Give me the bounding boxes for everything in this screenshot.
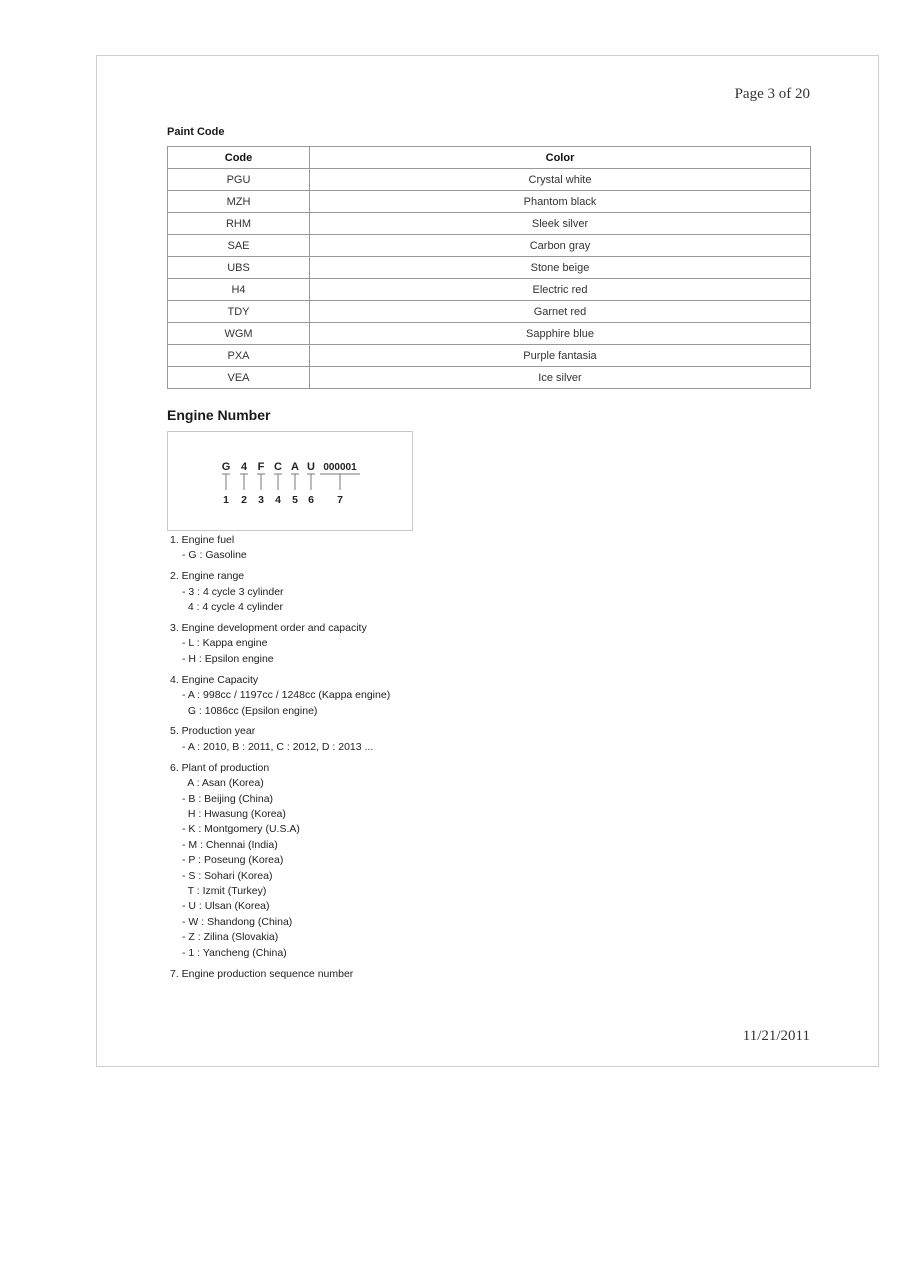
paint-code-table (167, 146, 811, 389)
engine-code-char: C (274, 461, 282, 473)
table-row (168, 323, 811, 345)
legend-item-detail: - W : Shandong (China) (182, 915, 293, 928)
engine-code-position-number: 2 (241, 494, 247, 506)
legend-item-detail: - U : Ulsan (Korea) (182, 900, 270, 913)
paint-color-cell: Crystal white (310, 169, 811, 191)
paint-code-cell: H4 (168, 279, 310, 301)
paint-code-cell: PGU (168, 169, 310, 191)
legend-item-detail: - M : Chennai (India) (182, 838, 278, 851)
engine-code-position-number: 5 (292, 494, 298, 506)
legend-item-detail: G : 1086cc (Epsilon engine) (182, 704, 318, 717)
paint-color-cell: Garnet red (310, 301, 811, 323)
list-item (170, 569, 390, 615)
legend-item-detail: T : Izmit (Turkey) (182, 885, 267, 898)
legend-item-heading: 7. Engine production sequence number (170, 967, 354, 980)
table-row (168, 301, 811, 323)
legend-item-detail: - B : Beijing (China) (182, 792, 274, 805)
legend-item-detail: H : Hwasung (Korea) (182, 808, 286, 820)
engine-number-title: Engine Number (167, 407, 271, 423)
table-row (168, 169, 811, 191)
paint-code-cell: WGM (168, 323, 310, 345)
list-item (170, 621, 390, 667)
legend-item-detail: - Z : Zilina (Slovakia) (182, 931, 279, 944)
legend-item-heading: 2. Engine range (170, 570, 245, 583)
engine-code-position-number: 6 (308, 494, 314, 506)
engine-code-char: F (257, 461, 265, 473)
legend-item-detail: - 3 : 4 cycle 3 cylinder (182, 585, 284, 598)
paint-code-rows (168, 169, 811, 389)
list-item (170, 967, 390, 982)
paint-code-cell: VEA (168, 367, 310, 389)
legend-item-detail: - A : 998cc / 1197cc / 1248cc (Kappa engine) (182, 689, 391, 702)
table-row (168, 191, 811, 213)
table-row (168, 367, 811, 389)
legend-item-detail: - G : Gasoline (182, 549, 247, 562)
legend-item-detail: A : Asan (Korea) (182, 777, 264, 790)
paint-color-cell: Carbon gray (310, 235, 811, 257)
table-row (168, 345, 811, 367)
paint-color-cell: Sapphire blue (310, 323, 811, 345)
engine-code-char: 000001 (323, 462, 357, 473)
list-item (170, 724, 390, 755)
legend-item-detail: - A : 2010, B : 2011, C : 2012, D : 2013 ... (182, 740, 374, 753)
table-row (168, 213, 811, 235)
paint-color-cell: Purple fantasia (310, 345, 811, 367)
engine-code-char: U (307, 461, 315, 473)
page-number: Page 3 of 20 (734, 86, 810, 102)
paint-color-cell: Ice silver (310, 367, 811, 389)
paint-color-cell: Phantom black (310, 191, 811, 213)
column-header-code: Code (168, 147, 310, 169)
table-row (168, 235, 811, 257)
paint-code-cell: PXA (168, 345, 310, 367)
paint-color-cell: Sleek silver (310, 213, 811, 235)
legend-item-heading: 4. Engine Capacity (170, 673, 259, 686)
engine-code-position-number: 4 (275, 494, 281, 506)
paint-code-cell: RHM (168, 213, 310, 235)
list-item (170, 533, 390, 564)
engine-code-char: G (221, 461, 231, 473)
paint-code-cell: SAE (168, 235, 310, 257)
engine-code-char: 4 (240, 461, 248, 473)
paint-code-cell: UBS (168, 257, 310, 279)
legend-item-detail: - K : Montgomery (U.S.A) (182, 823, 300, 836)
footer-date: 11/21/2011 (742, 1028, 810, 1044)
legend-item-heading: 3. Engine development order and capacity (170, 622, 367, 635)
legend-item-heading: 5. Production year (170, 725, 256, 738)
legend-item-detail: - L : Kappa engine (182, 637, 268, 650)
legend-item-detail: - 1 : Yancheng (China) (182, 946, 287, 959)
paint-code-cell: MZH (168, 191, 310, 213)
column-header-color: Color (310, 147, 811, 169)
engine-number-diagram (167, 431, 413, 531)
legend-item-detail: - P : Poseung (Korea) (182, 854, 284, 867)
table-header-row (168, 147, 811, 169)
table-row (168, 279, 811, 301)
table-row (168, 257, 811, 279)
engine-number-legend (170, 533, 390, 987)
list-item (170, 673, 390, 719)
legend-item-detail: - S : Sohari (Korea) (182, 869, 273, 882)
paint-code-title: Paint Code (167, 126, 225, 138)
paint-code-cell: TDY (168, 301, 310, 323)
engine-code-position-number: 1 (223, 494, 229, 506)
engine-code-position-number: 3 (258, 494, 264, 506)
paint-color-cell: Stone beige (310, 257, 811, 279)
paint-color-cell: Electric red (310, 279, 811, 301)
legend-item-detail: - H : Epsilon engine (182, 652, 274, 665)
engine-code-position-number: 7 (337, 494, 343, 506)
document-page (96, 55, 879, 1067)
engine-code-char: A (291, 461, 299, 473)
legend-item-detail: 4 : 4 cycle 4 cylinder (182, 601, 283, 614)
legend-item-heading: 1. Engine fuel (170, 534, 235, 546)
list-item (170, 761, 390, 961)
legend-item-heading: 6. Plant of production (170, 761, 270, 774)
engine-number-figure (168, 432, 412, 530)
